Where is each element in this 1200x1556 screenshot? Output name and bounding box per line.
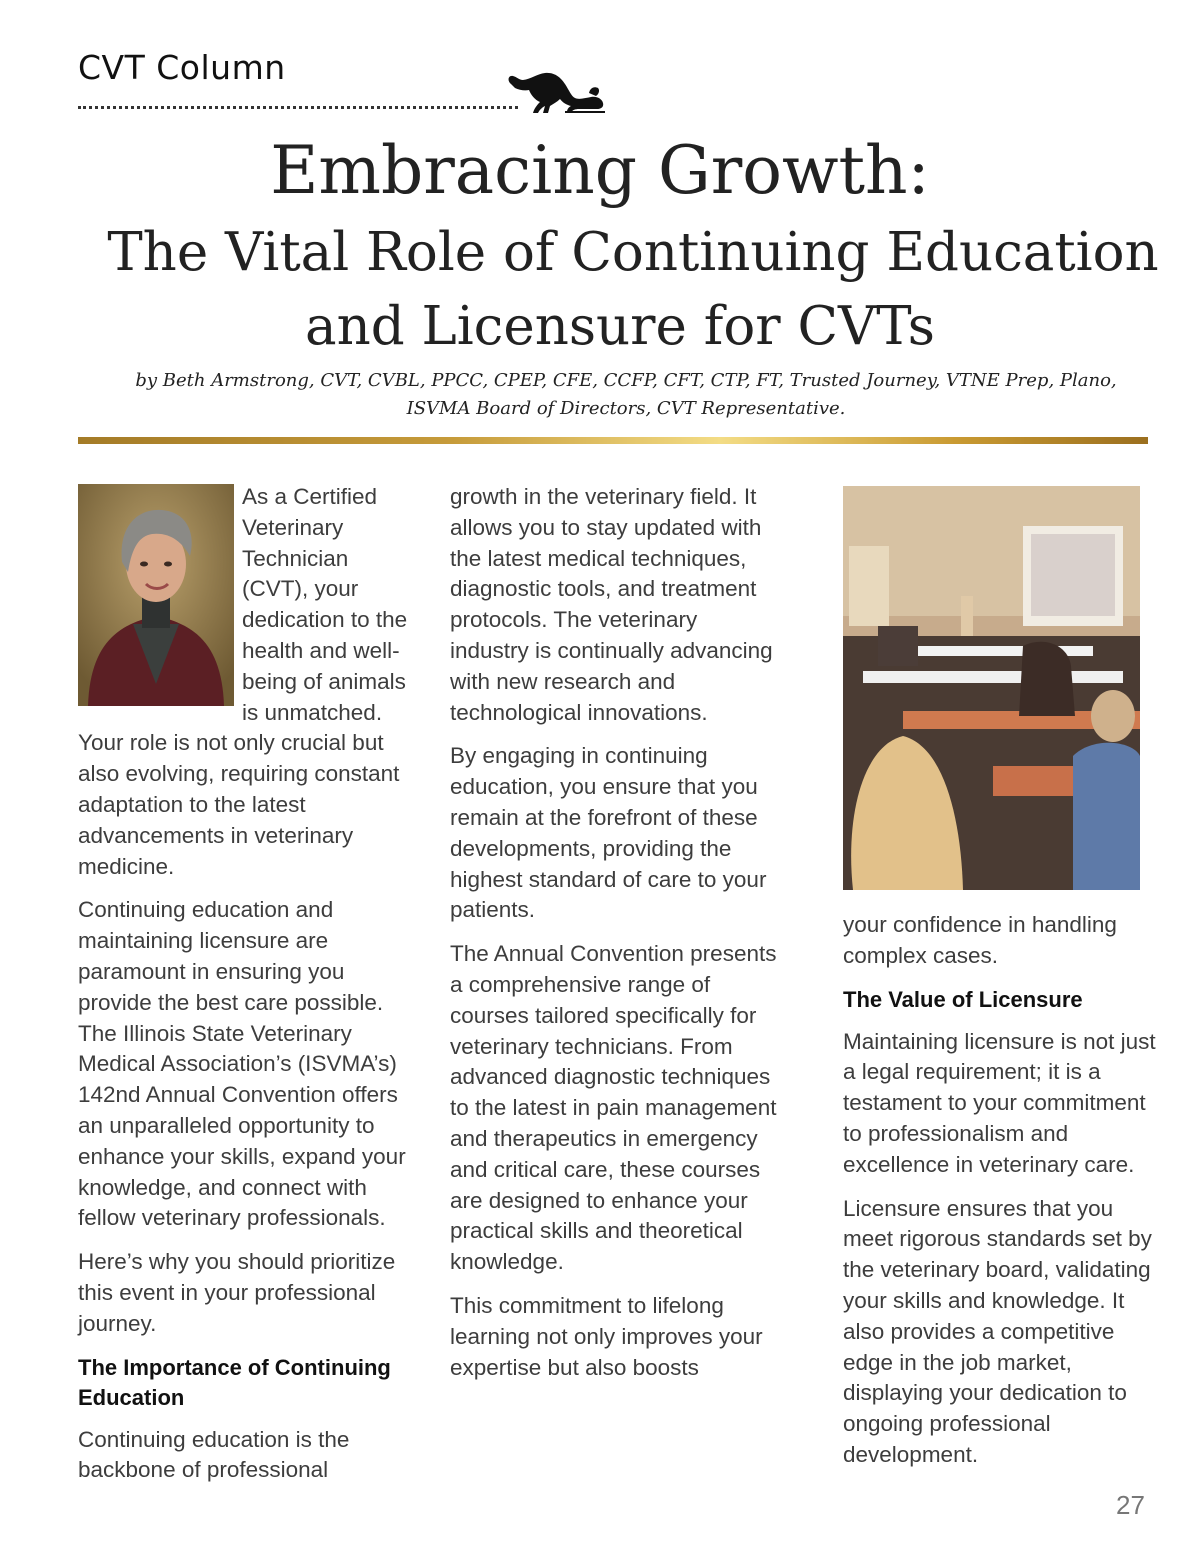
col3-paragraph-2: Maintaining licensure is not just a legal requirement; it is a testament to your commitment to professionalism and excellence in veterinary care. (843, 1028, 1156, 1177)
author-portrait-photo (78, 484, 234, 706)
article-column-1 (78, 482, 408, 1499)
article-column-2 (450, 482, 780, 1396)
article-subtitle-line1: The Vital Role of Continuing Education (107, 222, 1159, 283)
col1-paragraph-3: Here’s why you should prioritize this event in your professional journey. (78, 1249, 396, 1336)
col1-paragraph-4: Continuing education is the backbone of professional (78, 1426, 350, 1483)
col2-paragraph-4: This commitment to lifelong learning not only improves your expertise but also boosts (450, 1292, 763, 1380)
col2-paragraph-3: The Annual Convention presents a comprehensive range of courses tailored specifically for veterinary technicians. From advanced diagnostic techniques to the latest in pain management and therapeutics in emergency and critical care, these courses are designed to enhance your practical skills and theoretical knowledge. (450, 941, 777, 1275)
gold-divider (78, 437, 1148, 444)
author-byline (0, 367, 1200, 423)
section-heading-value-of-licensure: The Value of Licensure (843, 986, 1083, 1012)
col3-paragraph-3: Licensure ensures that you meet rigorous standards set by the veterinary board, validating your skills and knowledge. It also provides a competitive edge in the job market, displaying your dedication to ongoing professional development. (843, 1195, 1152, 1467)
col1-paragraph-2: Continuing education and maintaining licensure are paramount in ensuring you provide the best care possible. The Illinois State Veterinary Medical Association’s (ISVMA’s) 142nd Annual Convention offers an unparalleled opportunity to enhance your skills, expand your knowledge, and connect with fellow veterinary professionals. (78, 897, 406, 1231)
article-title: Embracing Growth: (270, 132, 930, 209)
conference-room-photo (843, 486, 1140, 890)
byline-line1: by Beth Armstrong, CVT, CVBL, PPCC, CPEP, CFE, CCFP, CFT, CTP, FT, Trusted Journey, VTNE Prep, Plano, (135, 370, 1117, 391)
page-number: 27 (1116, 1490, 1145, 1520)
col2-paragraph-1: growth in the veterinary field. It allows you to stay updated with the latest medical techniques, diagnostic tools, and treatment protocols. The veterinary industry is continually advancing with new research and technological innovations. (450, 484, 773, 725)
section-heading-continuing-education: The Importance of Continuing Education (78, 1354, 391, 1410)
column-label: CVT Column (78, 48, 286, 87)
byline-line2: ISVMA Board of Directors, CVT Representative. (406, 398, 846, 419)
dotted-rule (78, 106, 518, 109)
article-subtitle-line2: and Licensure for CVTs (305, 296, 935, 357)
stretching-dog-icon (505, 66, 607, 116)
col1-paragraph-1: As a Certified Veterinary Technician (CVT), your dedication to the health and well-being of animals is unmatched. Your role is not only crucial but also evolving, requiring constant adaptation to the latest advancements in veterinary medicine. (78, 484, 408, 879)
col2-paragraph-2: By engaging in continuing education, you ensure that you remain at the forefront of these developments, providing the highest standard of care to your patients. (450, 743, 767, 923)
article-column-3 (843, 486, 1165, 1484)
col3-paragraph-1: your confidence in handling complex cases. (843, 912, 1117, 968)
